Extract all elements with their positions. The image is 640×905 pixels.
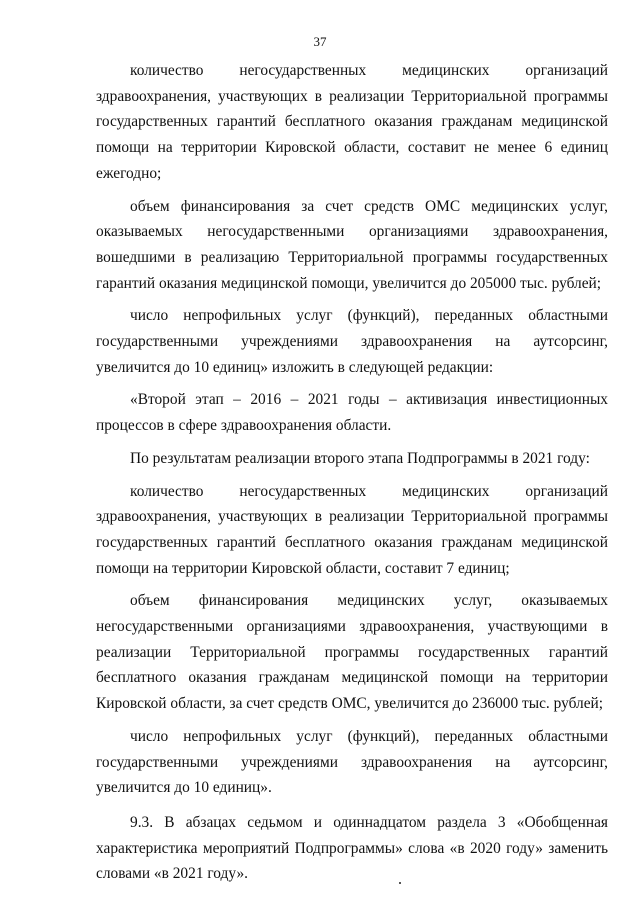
paragraph-nongov-orgs-count-stage2: количество негосударственных медицинских организаций здравоохранения, участвующих в реализации Территориальной программы государственных гарантий бесплатного оказания гражданам медицинской помощи на территории Кировской области, составит 7 единиц; — [96, 482, 608, 577]
paragraph-financing-stage1: объем финансирования за счет средств ОМС медицинских услуг, оказываемых негосударственными организациями здравоохранения, вошедшими в реализацию Территориальной программы государственных гарантий оказания медицинской помощи, увеличится до 205000 тыс. рублей; — [96, 197, 608, 292]
paragraph-outsourcing-stage2: число непрофильных услуг (функций), переданных областными государственными учреждениями здравоохранения на аутсорсинг, увеличится до 10 единиц». — [96, 727, 608, 797]
scan-speck — [399, 882, 401, 884]
paragraph-nongov-orgs-count-stage1: количество негосударственных медицинских организаций здравоохранения, участвующих в реализации Территориальной программы государственных гарантий бесплатного оказания гражданам медицинской помощи на территории Кировской области, составит не менее 6 единиц ежегодно; — [96, 62, 608, 182]
paragraph-financing-stage2: объем финансирования медицинских услуг, оказываемых негосударственными организациями здравоохранения, участвующими в реализации Территориальной программы государственных гарантий бесплатного оказания гражданам медицинской помощи на территории Кировской области, за счет средств ОМС, увеличится до 236000 тыс. рублей; — [96, 592, 608, 713]
page-number: 37 — [313, 34, 327, 49]
paragraph-second-stage-heading: «Второй этап – 2016 – 2021 годы – активизация инвестиционных процессов в сфере здравоохранения области. — [96, 391, 608, 435]
paragraph-amendment-9-3: 9.3. В абзацах седьмом и одиннадцатом раздела 3 «Обобщенная характеристика мероприятий Подпрограммы» слова «в 2020 году» заменить словами «в 2021 году». — [96, 813, 608, 883]
paragraph-outsourcing-stage1: число непрофильных услуг (функций), переданных областными государственными учреждениями здравоохранения на аутсорсинг, увеличится до 10 единиц» изложить в следующей редакции: — [96, 307, 608, 376]
document-body — [96, 58, 608, 887]
paragraph-second-stage-results: По результатам реализации второго этапа Подпрограммы в 2021 году: — [130, 449, 590, 467]
